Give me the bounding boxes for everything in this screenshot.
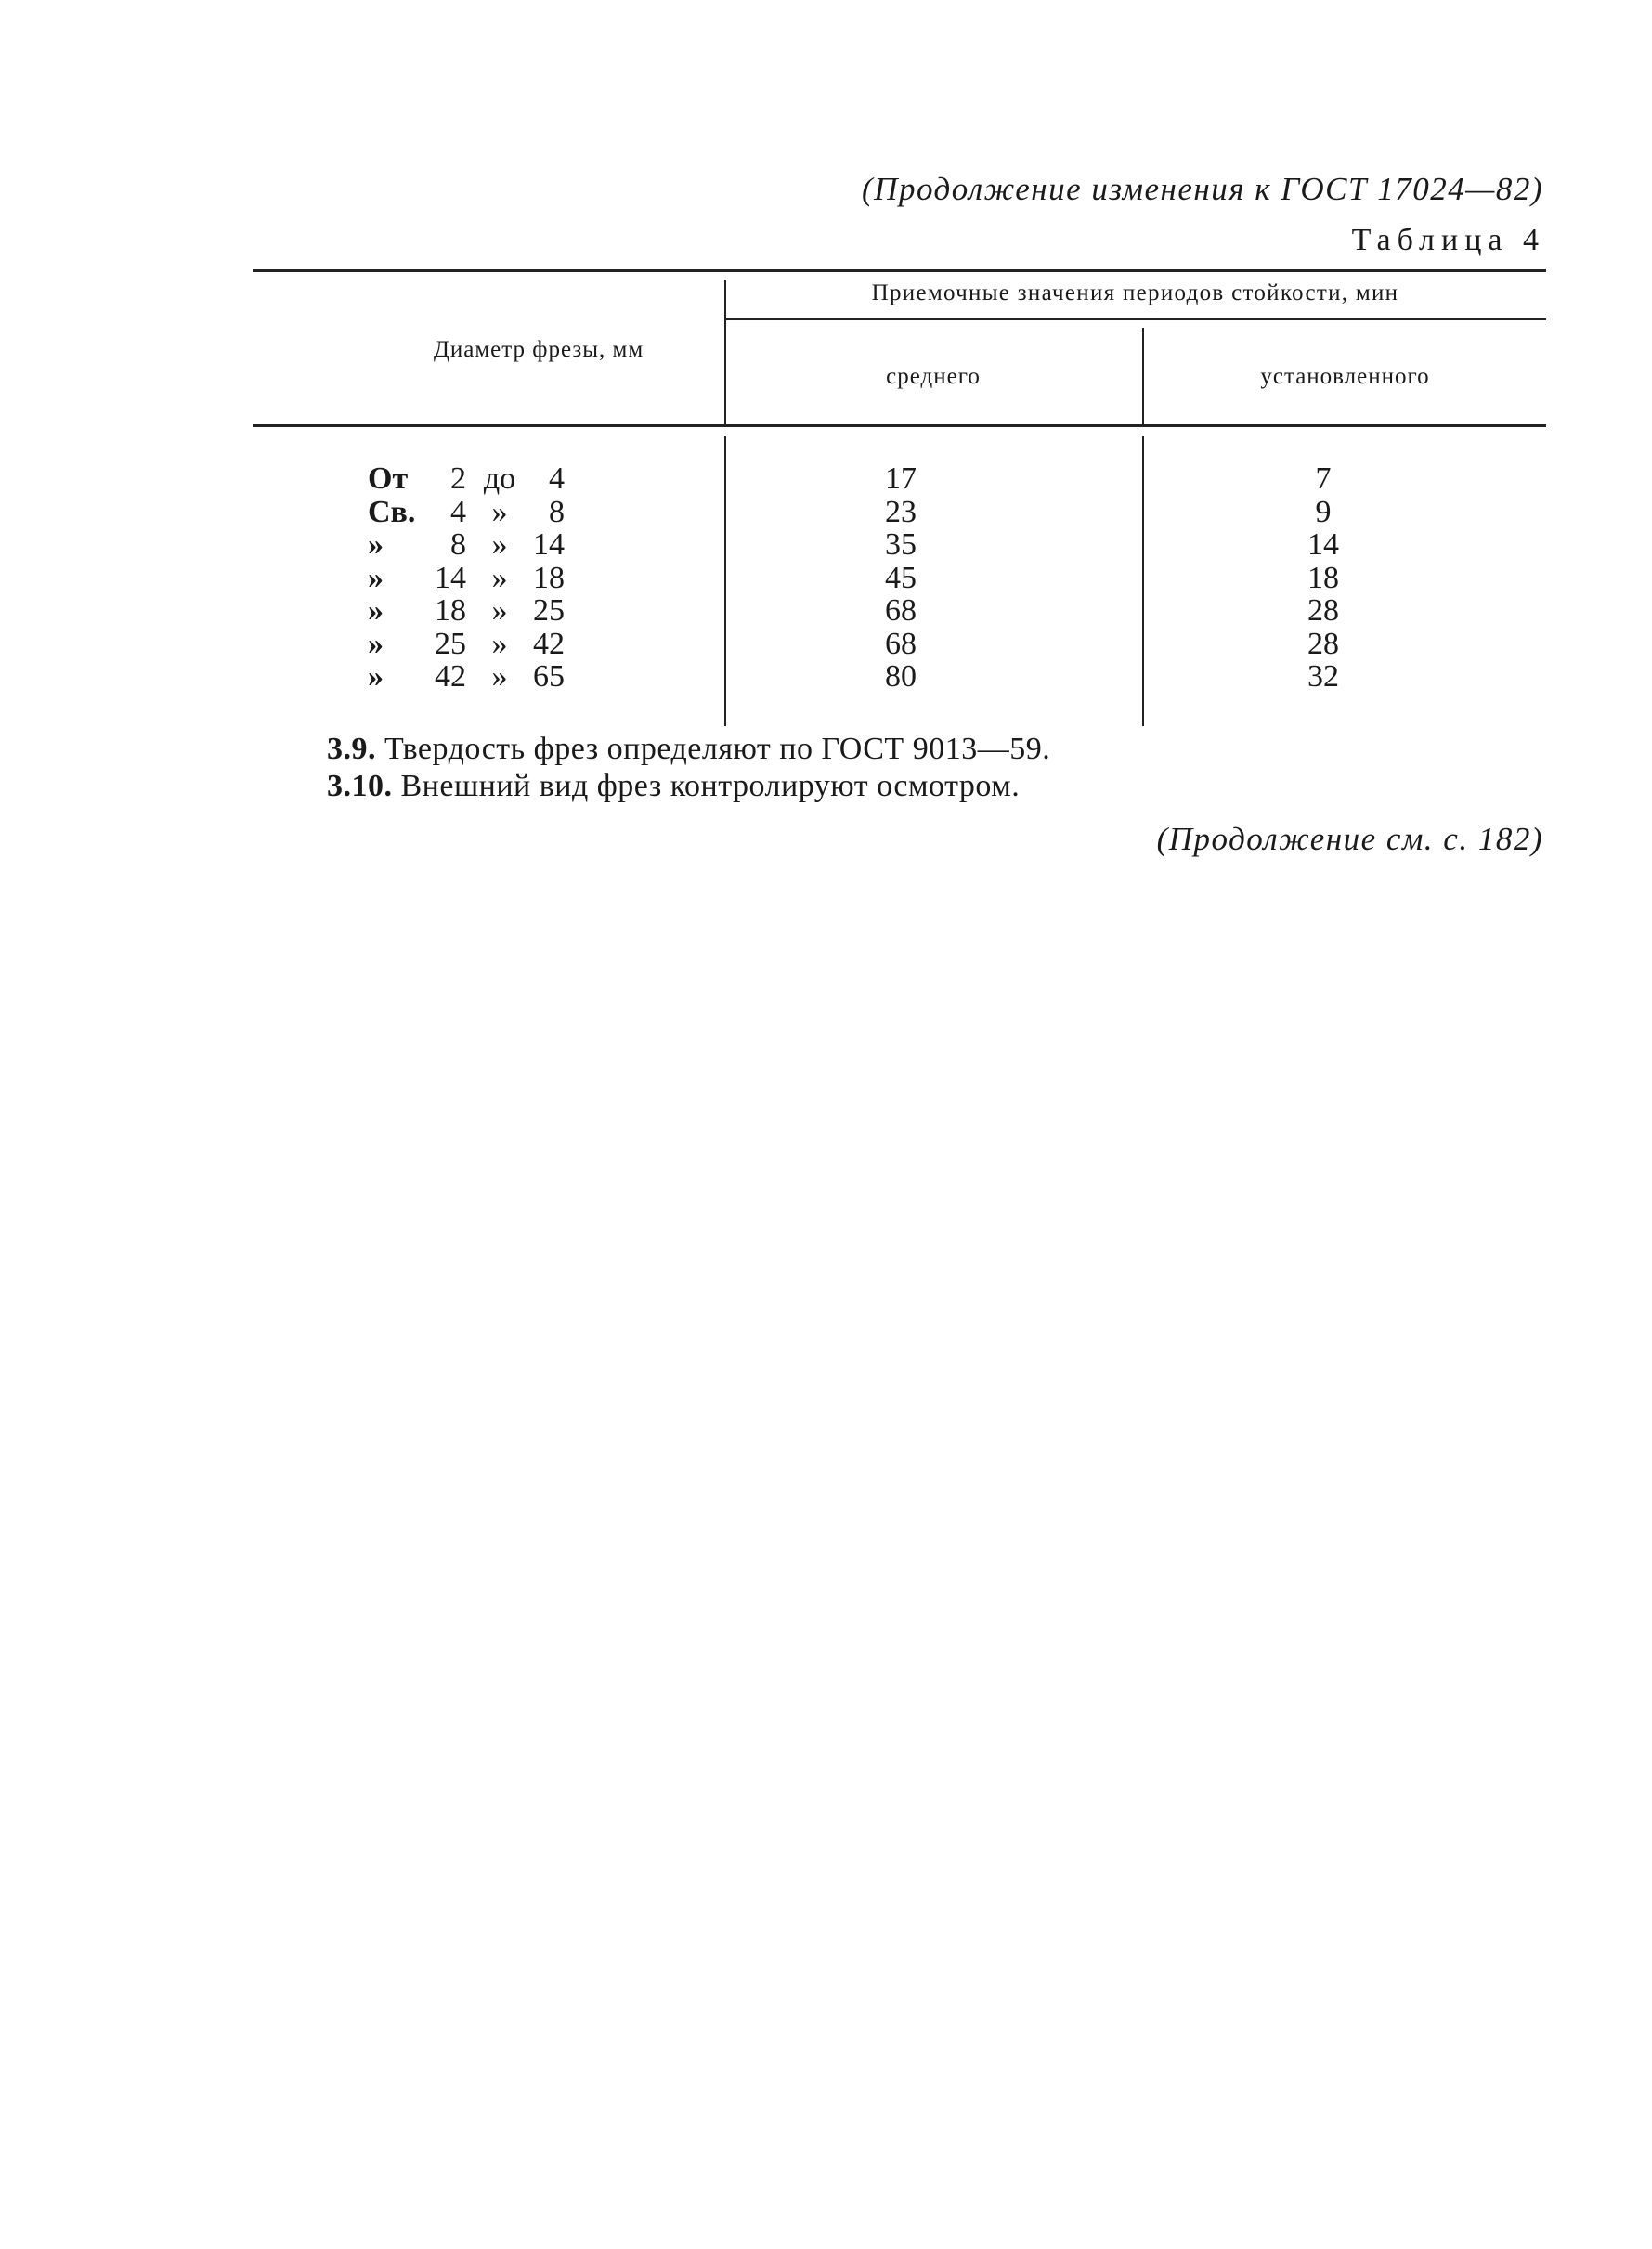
paragraph-number: 3.10. — [327, 769, 393, 803]
row-prefix: » — [368, 626, 384, 661]
row-prefix: » — [368, 659, 384, 694]
paragraph-number: 3.9. — [327, 732, 376, 766]
row-from: 2 — [450, 462, 466, 496]
row-to-label: » — [491, 494, 508, 529]
row-prefix: Св. — [368, 494, 416, 529]
group-header-rule — [724, 318, 1546, 320]
table-row — [0, 462, 1652, 496]
row-average: 23 — [885, 494, 917, 529]
paragraph-text: Внешний вид фрез контролируют осмотром. — [392, 769, 1021, 803]
row-established: 9 — [1315, 494, 1332, 529]
table-row — [0, 594, 1652, 628]
table-row — [0, 528, 1652, 562]
row-established: 32 — [1307, 659, 1339, 694]
paragraph-3-10 — [327, 769, 1020, 804]
row-prefix: » — [368, 560, 384, 595]
row-average: 68 — [885, 593, 917, 628]
row-established: 14 — [1307, 527, 1339, 562]
paragraph-3-9 — [327, 732, 1050, 767]
row-from: 18 — [435, 593, 466, 628]
row-prefix: » — [368, 593, 384, 628]
row-from: 14 — [435, 560, 466, 595]
row-to: 8 — [549, 494, 565, 529]
row-to: 14 — [533, 527, 565, 562]
row-average: 17 — [885, 462, 917, 496]
row-to-label: до — [483, 462, 516, 496]
header-acceptance-group: Приемочные значения периодов стойкости, мин — [871, 280, 1399, 306]
row-established: 28 — [1307, 626, 1339, 661]
table-row — [0, 496, 1652, 529]
row-average: 80 — [885, 659, 917, 694]
table-row — [0, 628, 1652, 661]
row-to: 18 — [533, 560, 565, 595]
row-average: 68 — [885, 626, 917, 661]
row-from: 42 — [435, 659, 466, 694]
row-to-label: » — [491, 626, 508, 661]
header-average: среднего — [886, 364, 981, 389]
row-established: 7 — [1315, 462, 1332, 496]
row-to: 42 — [533, 626, 565, 661]
row-prefix: От — [368, 462, 409, 496]
header-diameter: Диаметр фрезы, мм — [433, 337, 644, 362]
table-caption: Таблица 4 — [1351, 223, 1545, 257]
row-to-label: » — [491, 560, 508, 595]
row-average: 45 — [885, 560, 917, 595]
table-body — [0, 462, 1652, 694]
table-row — [0, 660, 1652, 694]
header-bottom-rule — [253, 424, 1546, 427]
row-to: 65 — [533, 659, 565, 694]
row-average: 35 — [885, 527, 917, 562]
row-to: 4 — [549, 462, 565, 496]
continuation-note-bottom: (Продолжение см. с. 182) — [1156, 821, 1543, 857]
row-established: 18 — [1307, 560, 1339, 595]
row-to-label: » — [491, 593, 508, 628]
row-to-label: » — [491, 527, 508, 562]
paragraph-text: Твердость фрез определяют по ГОСТ 9013—59. — [376, 732, 1051, 766]
row-prefix: » — [368, 527, 384, 562]
row-to-label: » — [491, 659, 508, 694]
row-from: 4 — [450, 494, 466, 529]
row-to: 25 — [533, 593, 565, 628]
table-top-rule — [253, 269, 1546, 272]
row-from: 8 — [450, 527, 466, 562]
row-from: 25 — [435, 626, 466, 661]
table-row — [0, 562, 1652, 595]
continuation-note-top: (Продолжение изменения к ГОСТ 17024—82) — [862, 171, 1543, 207]
header-established: установленного — [1260, 364, 1430, 389]
row-established: 28 — [1307, 593, 1339, 628]
